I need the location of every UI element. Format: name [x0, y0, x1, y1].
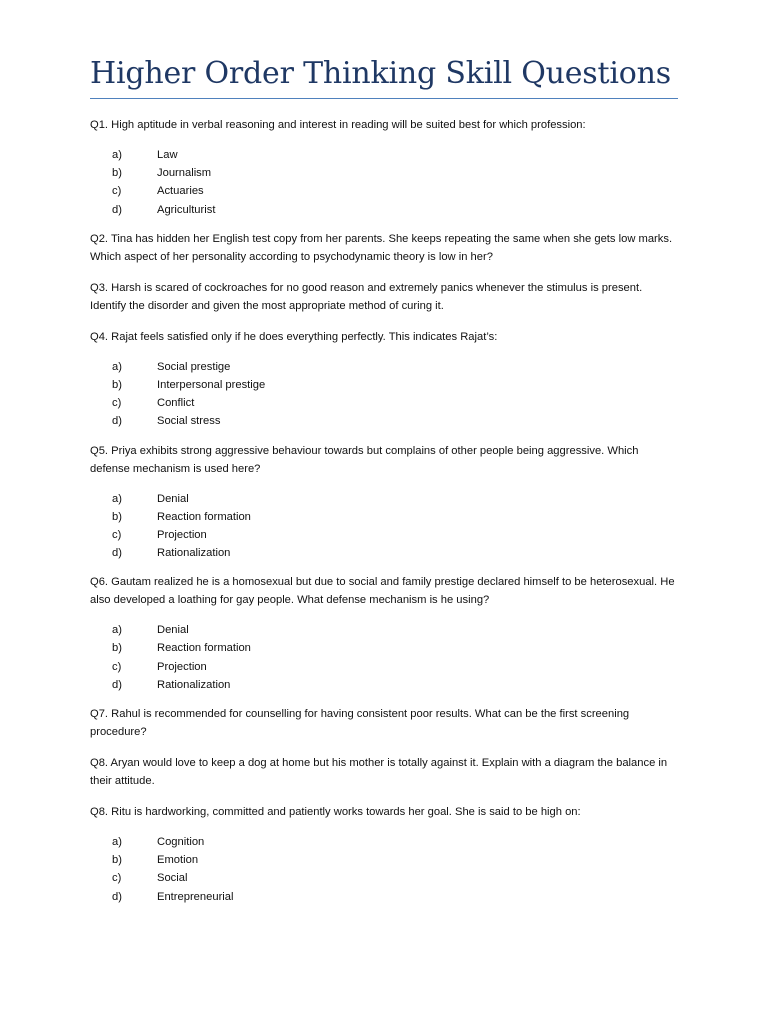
option-text: Social stress [157, 415, 221, 428]
option-list [90, 833, 680, 906]
question-list [90, 116, 680, 917]
option-item [90, 146, 680, 164]
option-letter: a) [112, 624, 122, 637]
option-letter: b) [112, 378, 122, 391]
option-letter: d) [112, 203, 122, 216]
question-spacer [90, 315, 680, 328]
option-list [90, 358, 680, 431]
option-text: Rationalization [157, 547, 231, 560]
option-letter: a) [112, 836, 122, 848]
option-text: Agriculturist [157, 203, 216, 216]
question-text: Q5. Priya exhibits strong aggressive behaviour towards but complains of other people being aggressive. Which defense mechanism is used here? [90, 444, 639, 475]
option-item [90, 621, 680, 639]
option-text: Interpersonal prestige [157, 378, 266, 391]
option-letter: c) [112, 872, 122, 885]
option-letter: c) [112, 185, 122, 198]
option-text: Denial [157, 492, 189, 505]
question-text: Q6. Gautam realized he is a homosexual but due to social and family prestige declared himself to be heterosexual. He also developed a loathing for gay people. What defense mechanism is he using? [90, 576, 675, 607]
option-text: Social prestige [157, 360, 231, 373]
option-item [90, 412, 680, 430]
page-title: Higher Order Thinking Skill Questions [90, 56, 671, 91]
option-item [90, 182, 680, 200]
option-letter: a) [112, 149, 122, 161]
option-text: Reaction formation [157, 510, 251, 523]
option-text: Social [157, 872, 188, 885]
option-item [90, 869, 680, 887]
option-item [90, 833, 680, 851]
option-letter: d) [112, 547, 122, 560]
option-item [90, 376, 680, 394]
question-spacer [90, 266, 680, 279]
option-item [90, 394, 680, 412]
option-letter: b) [112, 510, 122, 523]
option-letter: a) [112, 492, 122, 505]
option-item [90, 544, 680, 562]
option-item [90, 888, 680, 906]
option-list [90, 621, 680, 694]
option-item [90, 201, 680, 219]
option-text: Denial [157, 624, 189, 637]
question-block [90, 442, 680, 563]
question-text: Q3. Harsh is scared of cockroaches for no good reason and extremely panics whenever the stimulus is present. Identify the disorder and given the most appropriate method of curing it. [90, 281, 643, 312]
option-text: Rationalization [157, 678, 231, 691]
question-text: Q7. Rahul is recommended for counselling for having consistent poor results. What can be the first screening procedure? [90, 708, 630, 738]
option-item [90, 658, 680, 676]
option-text: Projection [157, 528, 207, 541]
option-letter: b) [112, 167, 122, 180]
question-text: Q8. Ritu is hardworking, committed and patiently works towards her goal. She is said to be high on: [90, 806, 581, 818]
option-letter: c) [112, 397, 122, 410]
option-item [90, 676, 680, 694]
option-item [90, 639, 680, 657]
question-block [90, 116, 680, 219]
option-letter: a) [112, 360, 122, 373]
option-list [90, 490, 680, 563]
option-item [90, 164, 680, 182]
option-item [90, 526, 680, 544]
option-text: Actuaries [157, 185, 204, 198]
option-letter: b) [112, 854, 122, 867]
question-spacer [90, 741, 680, 754]
question-block [90, 573, 680, 694]
option-text: Emotion [157, 854, 199, 867]
option-letter: b) [112, 642, 122, 655]
question-block [90, 328, 680, 431]
option-text: Journalism [157, 167, 212, 180]
option-item [90, 358, 680, 376]
question-block [90, 754, 680, 803]
option-item [90, 508, 680, 526]
question-block [90, 230, 680, 279]
option-text: Law [157, 149, 178, 161]
question-block [90, 705, 680, 754]
option-letter: c) [112, 528, 122, 541]
option-letter: d) [112, 678, 122, 691]
option-text: Projection [157, 660, 207, 673]
option-text: Conflict [157, 397, 195, 410]
option-list [90, 146, 680, 219]
title-underline [90, 98, 678, 99]
option-item [90, 851, 680, 869]
question-text: Q2. Tina has hidden her English test copy from her parents. She keeps repeating the same when she gets low marks. Which aspect of her personality according to psychodynamic theory is low in her? [90, 232, 673, 263]
question-block [90, 279, 680, 328]
option-text: Reaction formation [157, 642, 251, 655]
question-spacer [90, 790, 680, 803]
option-text: Entrepreneurial [157, 890, 234, 903]
option-letter: d) [112, 415, 122, 428]
question-block [90, 803, 680, 906]
question-text: Q4. Rajat feels satisfied only if he does everything perfectly. This indicates Rajat’s: [90, 330, 498, 343]
option-letter: d) [112, 890, 122, 903]
option-item [90, 490, 680, 508]
option-letter: c) [112, 660, 122, 673]
option-text: Cognition [157, 836, 205, 848]
question-text: Q8. Aryan would love to keep a dog at home but his mother is totally against it. Explain with a diagram the balance in their attitude. [90, 757, 668, 787]
question-text: Q1. High aptitude in verbal reasoning and interest in reading will be suited best for which profession: [90, 119, 586, 131]
